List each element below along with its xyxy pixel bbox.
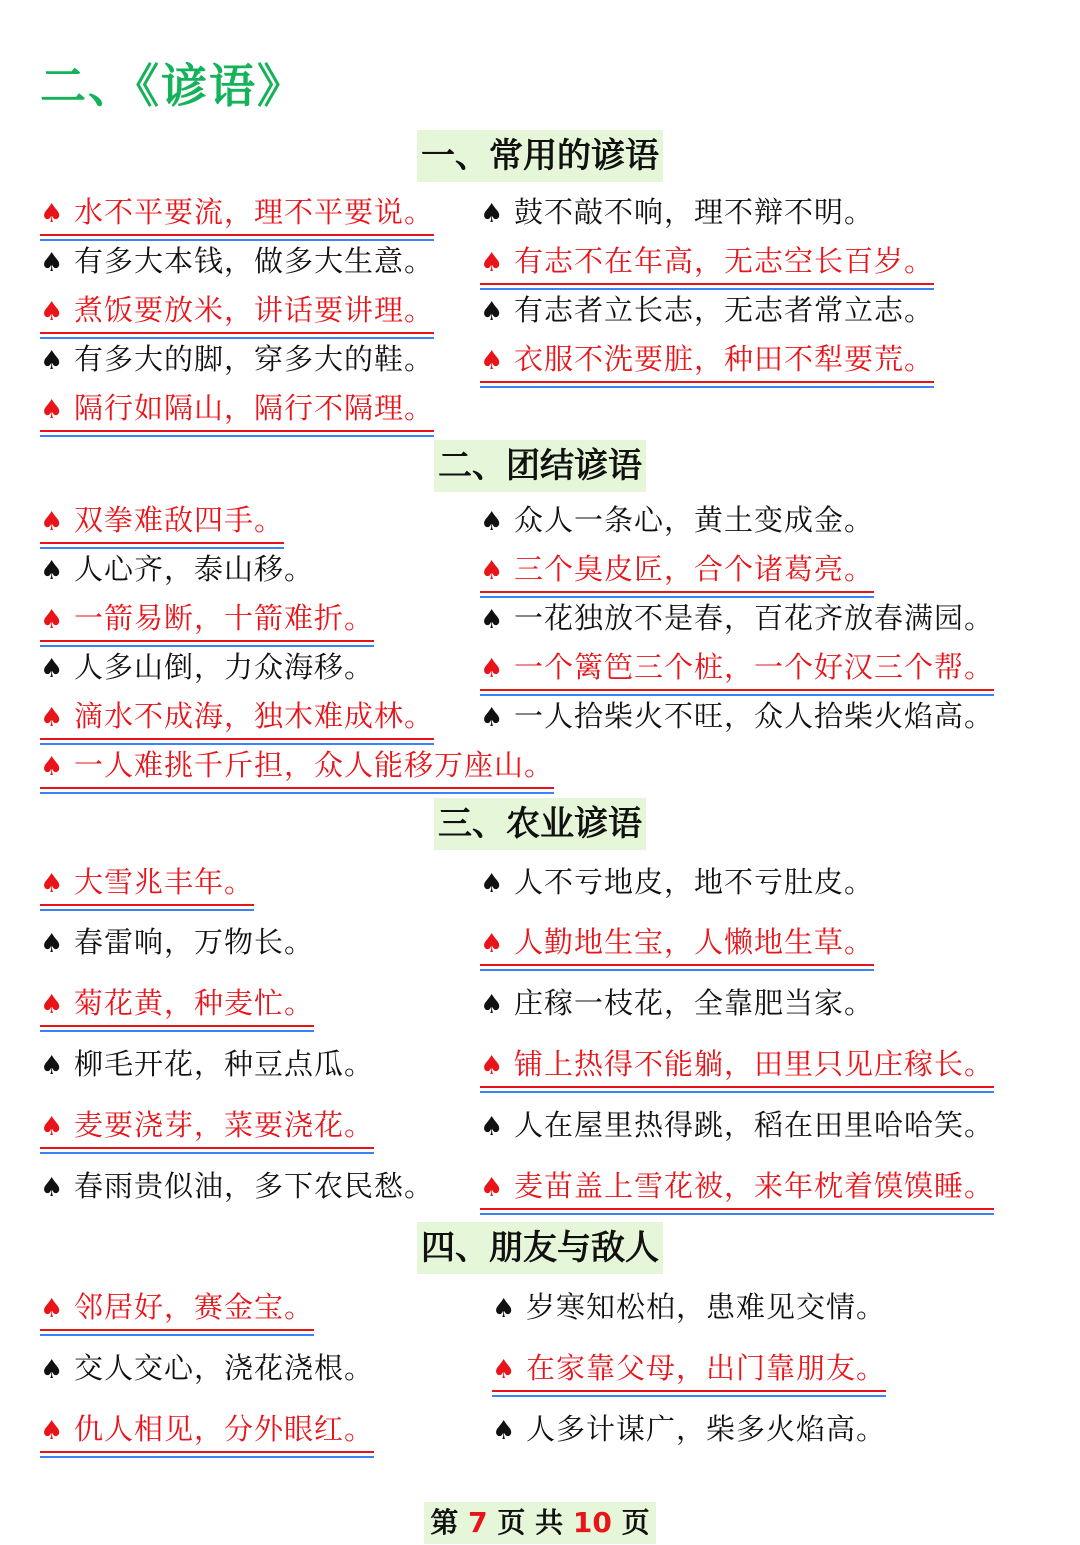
section-heading-common: 一、常用的谚语 [0,130,1080,182]
section-heading-agriculture: 三、农业谚语 [0,798,1080,850]
proverb-text: 衣服不洗要脏，种田不犁要荒。 [514,342,935,376]
proverb-text: 鼓不敲不响，理不辩不明。 [514,195,875,229]
highlight-underline [480,647,994,691]
spade-icon: ♠ [480,1173,505,1203]
current-page: 7 [468,1506,488,1539]
proverb-text: 柳毛开花，种豆点瓜。 [74,1047,375,1081]
proverb-item [480,922,874,962]
proverb-text: 人多计谋广，柴多火焰高。 [526,1412,887,1446]
highlight-underline [40,745,554,789]
proverb-text: 一花独放不是春，百花齐放春满园。 [514,601,995,635]
proverb-item [40,290,434,330]
proverb-item [492,1348,886,1388]
spade-icon: ♠ [40,929,65,959]
spade-icon: ♠ [40,199,65,229]
proverb-item [480,339,934,379]
proverb-item [40,1105,374,1145]
proverb-text: 水不平要流，理不平要说。 [74,195,435,229]
proverb-text: 三个臭皮匠，合个诸葛亮。 [514,552,875,586]
section-heading-unity: 二、团结谚语 [0,440,1080,492]
spade-icon: ♠ [40,297,65,327]
spade-icon: ♠ [40,654,65,684]
proverb-item [40,1287,314,1327]
proverb-text: 一人拾柴火不旺，众人拾柴火焰高。 [514,699,995,733]
proverb-item [40,598,374,638]
proverb-item [40,339,434,379]
spade-icon: ♠ [40,507,65,537]
proverb-item [480,598,994,638]
spade-icon: ♠ [40,1416,65,1446]
proverb-item [480,647,994,687]
total-pages: 10 [572,1506,612,1539]
page-indicator: 第 7 页 共 10 页 [424,1502,655,1544]
spade-icon: ♠ [480,605,505,635]
highlight-underline [40,192,434,236]
proverb-item [40,1348,374,1388]
main-title: 二、《谚语》 [40,59,305,113]
spade-icon: ♠ [480,990,505,1020]
proverb-text: 隔行如隔山，隔行不隔理。 [74,391,435,425]
proverb-text: 庄稼一枝花，全靠肥当家。 [514,986,875,1020]
spade-icon: ♠ [40,1355,65,1385]
spade-icon: ♠ [480,869,505,899]
highlight-underline [480,339,934,383]
spade-icon: ♠ [40,395,65,425]
spade-icon: ♠ [480,199,505,229]
highlight-underline [480,549,874,593]
proverb-text: 大雪兆丰年。 [74,865,255,899]
proverb-text: 人多山倒，力众海移。 [74,650,375,684]
spade-icon: ♠ [40,346,65,376]
proverb-item [480,290,934,330]
highlight-underline [40,500,284,544]
spade-icon: ♠ [40,556,65,586]
proverb-text: 春雨贵似油，多下农民愁。 [74,1169,435,1203]
section-heading-friends: 四、朋友与敌人 [0,1222,1080,1274]
proverb-text: 人勤地生宝，人懒地生草。 [514,925,875,959]
highlight-underline [40,388,434,432]
proverb-item [40,696,434,736]
proverb-text: 滴水不成海，独木难成林。 [74,699,435,733]
proverb-text: 有志者立长志，无志者常立志。 [514,293,935,327]
proverb-text: 一个篱笆三个桩，一个好汉三个帮。 [514,650,995,684]
proverb-text: 菊花黄，种麦忙。 [74,986,315,1020]
spade-icon: ♠ [40,1294,65,1324]
spade-icon: ♠ [480,929,505,959]
proverb-text: 铺上热得不能躺，田里只见庄稼长。 [514,1047,995,1081]
proverb-item [40,241,434,281]
proverb-text: 在家靠父母，出门靠朋友。 [526,1351,887,1385]
spade-icon: ♠ [492,1294,517,1324]
proverb-item [480,862,874,902]
highlight-underline [480,1166,994,1210]
proverb-text: 有多大本钱，做多大生意。 [74,244,435,278]
spade-icon: ♠ [480,346,505,376]
highlight-underline [40,598,374,642]
proverb-text: 众人一条心，黄土变成金。 [514,503,875,537]
spade-icon: ♠ [40,990,65,1020]
proverb-item [480,1105,994,1145]
proverb-text: 麦苗盖上雪花被，来年枕着馍馍睡。 [514,1169,995,1203]
proverb-text: 一人难挑千斤担，众人能移万座山。 [74,748,555,782]
spade-icon: ♠ [480,248,505,278]
proverb-text: 人心齐，泰山移。 [74,552,315,586]
spade-icon: ♠ [40,248,65,278]
highlight-underline [40,290,434,334]
spade-icon: ♠ [480,1051,505,1081]
proverb-text: 仇人相见，分外眼红。 [74,1412,375,1446]
spade-icon: ♠ [40,752,65,782]
proverb-item [40,983,314,1023]
proverb-item [492,1409,886,1449]
spade-icon: ♠ [480,1112,505,1142]
spade-icon: ♠ [480,703,505,733]
spade-icon: ♠ [40,605,65,635]
proverb-text: 双拳难敌四手。 [74,503,285,537]
spade-icon: ♠ [492,1355,517,1385]
spade-icon: ♠ [40,869,65,899]
highlight-underline [40,862,254,906]
proverb-item [40,745,554,785]
spade-icon: ♠ [40,1051,65,1081]
highlight-underline [40,696,434,740]
proverb-text: 春雷响，万物长。 [74,925,315,959]
proverb-text: 人在屋里热得跳，稻在田里哈哈笑。 [514,1108,995,1142]
spade-icon: ♠ [480,507,505,537]
proverb-item [480,1044,994,1084]
proverb-item [480,983,874,1023]
proverb-item [40,500,284,540]
spade-icon: ♠ [492,1416,517,1446]
spade-icon: ♠ [40,1173,65,1203]
highlight-underline [40,1409,374,1453]
proverb-item [40,549,314,589]
proverb-text: 人不亏地皮，地不亏肚皮。 [514,865,875,899]
proverb-item [492,1287,886,1327]
highlight-underline [40,1105,374,1149]
spade-icon: ♠ [40,703,65,733]
proverb-text: 岁寒知松柏，患难见交情。 [526,1290,887,1324]
proverb-text: 一箭易断，十箭难折。 [74,601,375,635]
proverb-item [480,192,874,232]
proverb-text: 麦要浇芽，菜要浇花。 [74,1108,375,1142]
proverb-item [480,1166,994,1206]
proverb-text: 有志不在年高，无志空长百岁。 [514,244,935,278]
highlight-underline [480,922,874,966]
proverb-item [40,862,254,902]
proverb-item [480,500,874,540]
highlight-underline [492,1348,886,1392]
highlight-underline [480,241,934,285]
page-footer [0,1502,1080,1544]
proverb-text: 交人交心，浇花浇根。 [74,1351,375,1385]
spade-icon: ♠ [40,1112,65,1142]
highlight-underline [40,983,314,1027]
proverb-item [40,1409,374,1449]
proverb-item [40,388,434,428]
proverb-text: 有多大的脚，穿多大的鞋。 [74,342,435,376]
proverb-text: 邻居好，赛金宝。 [74,1290,315,1324]
spade-icon: ♠ [480,556,505,586]
highlight-underline [40,1287,314,1331]
proverb-item [480,241,934,281]
proverb-item [40,647,374,687]
proverb-item [40,922,314,962]
proverb-item [40,192,434,232]
highlight-underline [480,1044,994,1088]
proverb-item [40,1166,434,1206]
proverb-item [480,696,994,736]
proverb-item [480,549,874,589]
proverb-text: 煮饭要放米，讲话要讲理。 [74,293,435,327]
spade-icon: ♠ [480,297,505,327]
spade-icon: ♠ [480,654,505,684]
proverb-item [40,1044,374,1084]
